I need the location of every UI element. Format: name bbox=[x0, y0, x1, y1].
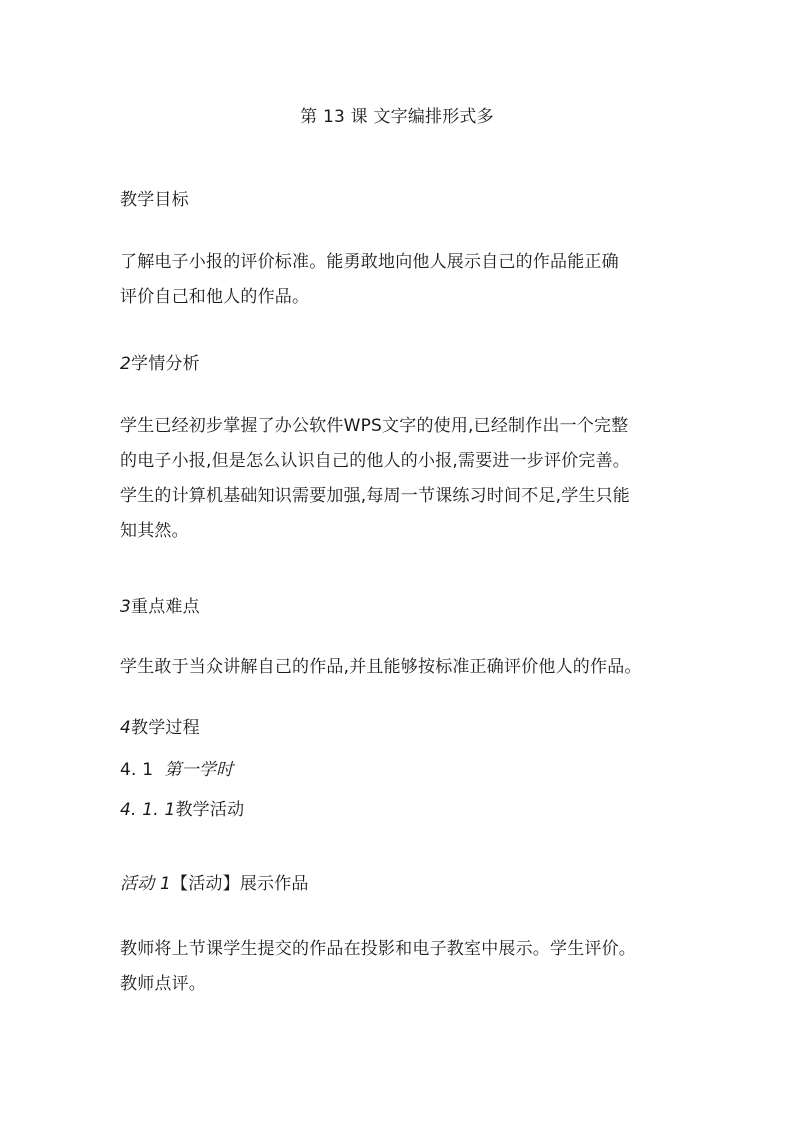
sub-subsection-heading bbox=[120, 799, 244, 821]
paragraph-line: 知其然。 bbox=[120, 521, 189, 541]
paragraph-line: 的电子小报,但是怎么认识自己的他人的小报,需要进一步评价完善。 bbox=[120, 451, 631, 471]
activity-label: 【活动】展示作品 bbox=[171, 874, 309, 894]
objectives-heading: 教学目标 bbox=[120, 190, 189, 210]
key-points-text: 学生敢于当众讲解自己的作品,并且能够按标准正确评价他人的作品。 bbox=[120, 657, 642, 677]
page-title: 第 13 课 文字编排形式多 bbox=[300, 107, 494, 127]
objectives-paragraph bbox=[120, 245, 680, 315]
section-number: 2 bbox=[120, 354, 132, 374]
paragraph-line: 教师将上节课学生提交的作品在投影和电子教室中展示。学生评价。 bbox=[120, 939, 636, 959]
paragraph-line: 学生的计算机基础知识需要加强,每周一节课练习时间不足,学生只能 bbox=[120, 486, 631, 506]
sub-subsection-label: 教学活动 bbox=[175, 800, 245, 820]
activity-heading bbox=[120, 873, 309, 895]
subsection-label: 第一学时 bbox=[164, 760, 234, 780]
section-number: 3 bbox=[120, 597, 132, 617]
analysis-paragraph bbox=[120, 409, 680, 549]
process-heading bbox=[120, 717, 200, 739]
analysis-heading bbox=[120, 353, 200, 375]
subsection-heading bbox=[120, 759, 233, 781]
paragraph-line: 了解电子小报的评价标准。能勇敢地向他人展示自己的作品能正确 bbox=[120, 252, 619, 272]
activity-paragraph bbox=[120, 932, 680, 1002]
subsection-number: 4. 1 bbox=[120, 760, 154, 780]
paragraph-line: 评价自己和他人的作品。 bbox=[120, 287, 310, 307]
paragraph-line: 学生已经初步掌握了办公软件WPS文字的使用,已经制作出一个完整 bbox=[120, 416, 629, 436]
section-number: 4 bbox=[120, 718, 132, 738]
section-heading-text: 学情分析 bbox=[131, 354, 200, 374]
activity-prefix: 活动 1 bbox=[120, 874, 172, 894]
key-points-heading bbox=[120, 596, 200, 618]
section-heading-text: 重点难点 bbox=[131, 597, 200, 617]
sub-subsection-number: 4. 1. 1 bbox=[120, 800, 176, 820]
section-heading-text: 教学过程 bbox=[131, 718, 200, 738]
paragraph-line: 教师点评。 bbox=[120, 974, 206, 994]
